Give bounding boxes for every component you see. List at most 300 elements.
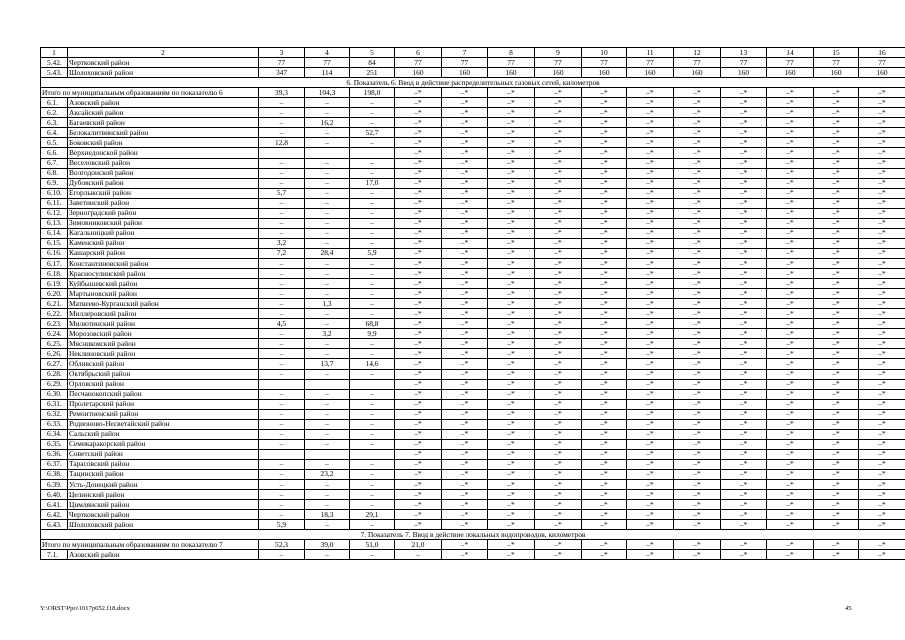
value-cell: 18,3 — [305, 510, 350, 520]
dash-cell: –* — [535, 329, 582, 339]
dash-cell: –* — [814, 379, 859, 389]
dash-cell: –* — [767, 359, 814, 369]
dash-cell: –* — [674, 248, 721, 258]
dash-cell: –* — [814, 309, 859, 319]
dash-cell: –* — [535, 359, 582, 369]
dash-cell: –* — [582, 198, 627, 208]
dash-cell: –* — [859, 329, 905, 339]
dash-cell: –* — [535, 158, 582, 168]
dash-cell: –* — [442, 168, 488, 178]
dash-cell: –* — [582, 289, 627, 299]
value-cell: –* — [627, 550, 674, 560]
district-name: Целинский район — [68, 490, 259, 500]
dash-cell: –* — [814, 349, 859, 359]
dash-cell: –* — [488, 419, 535, 429]
dash-cell: –* — [721, 138, 767, 148]
dash-cell: –* — [488, 309, 535, 319]
dash-cell: –* — [395, 339, 442, 349]
value-cell: – — [350, 550, 395, 560]
dash-cell: –* — [395, 419, 442, 429]
dash-cell: –* — [442, 279, 488, 289]
value-cell: 13,7 — [305, 359, 350, 369]
total-value: 39,0 — [305, 540, 350, 550]
value-cell: – — [350, 258, 395, 268]
dash-cell: –* — [627, 248, 674, 258]
dash-cell: –* — [442, 178, 488, 188]
dash-cell: –* — [767, 490, 814, 500]
dash-cell: –* — [627, 459, 674, 469]
dash-cell: –* — [395, 238, 442, 248]
dash-cell: –* — [442, 98, 488, 108]
dash-cell: –* — [582, 98, 627, 108]
district-name: Семикаракорский район — [68, 439, 259, 449]
dash-cell: –* — [674, 520, 721, 530]
value-cell: – — [305, 98, 350, 108]
data-table — [40, 47, 905, 560]
value-cell: 17,0 — [350, 178, 395, 188]
dash-cell: –* — [767, 198, 814, 208]
dash-cell: –* — [767, 419, 814, 429]
total-value: 198,0 — [350, 88, 395, 98]
dash-cell: –* — [859, 480, 905, 490]
dash-cell: –* — [535, 399, 582, 409]
dash-cell: –* — [582, 459, 627, 469]
dash-cell: –* — [535, 339, 582, 349]
value-cell: 77 — [674, 58, 721, 68]
dash-cell: –* — [535, 299, 582, 309]
dash-cell: –* — [627, 178, 674, 188]
dash-cell: –* — [488, 449, 535, 459]
dash-cell: –* — [767, 339, 814, 349]
value-cell: 77 — [535, 58, 582, 68]
table-row — [41, 389, 905, 399]
table-row — [41, 309, 905, 319]
row-number: 6.8. — [41, 168, 68, 178]
dash-cell: –* — [674, 359, 721, 369]
dash-cell: –* — [627, 188, 674, 198]
table-row — [41, 339, 905, 349]
dash-cell: –* — [674, 238, 721, 248]
dash-cell: –* — [627, 389, 674, 399]
dash-cell: –* — [488, 500, 535, 510]
dash-cell: –* — [582, 480, 627, 490]
row-number: 6.3. — [41, 118, 68, 128]
dash-cell: –* — [674, 138, 721, 148]
section-title: 7. Показатель 7. Ввод в действие локальных водопроводов, километров — [41, 530, 905, 540]
value-cell — [350, 379, 395, 389]
value-cell: – — [259, 218, 305, 228]
dash-cell: –* — [814, 389, 859, 399]
dash-cell: –* — [627, 118, 674, 128]
dash-cell: –* — [814, 319, 859, 329]
value-cell: – — [259, 258, 305, 268]
row-number: 6.42. — [41, 510, 68, 520]
value-cell: – — [305, 349, 350, 359]
row-number: 6.22. — [41, 309, 68, 319]
district-name: Мясниковский район — [68, 339, 259, 349]
dash-cell: –* — [582, 399, 627, 409]
total-value: 104,3 — [305, 88, 350, 98]
dash-cell: –* — [395, 500, 442, 510]
dash-cell: –* — [767, 98, 814, 108]
dash-cell: –* — [442, 419, 488, 429]
dash-cell: –* — [442, 349, 488, 359]
value-cell: – — [305, 198, 350, 208]
value-cell: – — [305, 429, 350, 439]
row-number: 6.32. — [41, 409, 68, 419]
value-cell — [259, 148, 305, 158]
district-name: Милютинский район — [68, 319, 259, 329]
dash-cell: –* — [721, 309, 767, 319]
dash-cell: –* — [535, 218, 582, 228]
dash-cell: –* — [721, 188, 767, 198]
value-cell: – — [350, 279, 395, 289]
value-cell: 347 — [259, 68, 305, 78]
dash-cell: –* — [721, 439, 767, 449]
district-name: Песчанокопский район — [68, 389, 259, 399]
dash-cell: –* — [627, 419, 674, 429]
dash-cell: –* — [859, 409, 905, 419]
column-number: 13 — [721, 48, 767, 58]
dash-cell: –* — [488, 158, 535, 168]
total-value: –* — [814, 540, 859, 550]
value-cell: – — [305, 439, 350, 449]
dash-cell: –* — [582, 490, 627, 500]
dash-cell: –* — [721, 168, 767, 178]
total-value: 52,3 — [259, 540, 305, 550]
table-body — [41, 48, 905, 560]
dash-cell: –* — [582, 379, 627, 389]
dash-cell: –* — [395, 148, 442, 158]
dash-cell: –* — [859, 510, 905, 520]
value-cell: 160 — [442, 68, 488, 78]
dash-cell: –* — [859, 178, 905, 188]
table-row — [41, 349, 905, 359]
dash-cell: –* — [395, 228, 442, 238]
dash-cell: –* — [488, 429, 535, 439]
value-cell: – — [259, 228, 305, 238]
value-cell: –* — [721, 550, 767, 560]
dash-cell: –* — [442, 138, 488, 148]
dash-cell: –* — [582, 168, 627, 178]
district-name: Усть-Донецкий район — [68, 480, 259, 490]
value-cell — [259, 449, 305, 459]
value-cell: –* — [442, 550, 488, 560]
value-cell: – — [259, 108, 305, 118]
dash-cell: –* — [674, 299, 721, 309]
row-number: 5.43. — [41, 68, 68, 78]
column-number: 3 — [259, 48, 305, 58]
row-number: 6.17. — [41, 258, 68, 268]
district-name: Миллеровский район — [68, 309, 259, 319]
dash-cell: –* — [767, 379, 814, 389]
dash-cell: –* — [395, 309, 442, 319]
total-value: –* — [767, 88, 814, 98]
value-cell: – — [259, 299, 305, 309]
dash-cell: –* — [859, 449, 905, 459]
dash-cell: –* — [395, 158, 442, 168]
dash-cell: –* — [627, 218, 674, 228]
dash-cell: –* — [721, 289, 767, 299]
dash-cell: –* — [859, 490, 905, 500]
column-number: 7 — [442, 48, 488, 58]
dash-cell: –* — [535, 349, 582, 359]
row-number: 6.35. — [41, 439, 68, 449]
district-name: Кагальницкий район — [68, 228, 259, 238]
dash-cell: –* — [488, 319, 535, 329]
dash-cell: –* — [442, 459, 488, 469]
dash-cell: –* — [859, 520, 905, 530]
dash-cell: –* — [674, 419, 721, 429]
value-cell: – — [350, 98, 395, 108]
dash-cell: –* — [767, 319, 814, 329]
dash-cell: –* — [859, 369, 905, 379]
value-cell: 77 — [721, 58, 767, 68]
table-row — [41, 369, 905, 379]
dash-cell: –* — [488, 238, 535, 248]
district-name: Матвеево-Курганский район — [68, 299, 259, 309]
table-row — [41, 289, 905, 299]
column-number: 2 — [68, 48, 259, 58]
value-cell: 7,2 — [259, 248, 305, 258]
dash-cell: –* — [674, 309, 721, 319]
row-number: 6.23. — [41, 319, 68, 329]
dash-cell: –* — [582, 419, 627, 429]
table-row — [41, 399, 905, 409]
dash-cell: –* — [395, 289, 442, 299]
dash-cell: –* — [488, 228, 535, 238]
total-value: –* — [535, 540, 582, 550]
dash-cell: –* — [535, 419, 582, 429]
table-row — [41, 98, 905, 108]
dash-cell: –* — [535, 228, 582, 238]
row-number: 6.2. — [41, 108, 68, 118]
dash-cell: –* — [674, 339, 721, 349]
dash-cell: –* — [627, 319, 674, 329]
value-cell: 160 — [721, 68, 767, 78]
dash-cell: –* — [814, 510, 859, 520]
dash-cell: –* — [767, 188, 814, 198]
dash-cell: –* — [721, 449, 767, 459]
dash-cell: –* — [535, 429, 582, 439]
dash-cell: –* — [674, 148, 721, 158]
dash-cell: –* — [721, 228, 767, 238]
dash-cell: –* — [535, 389, 582, 399]
dash-cell: –* — [582, 510, 627, 520]
district-name: Волгодонской район — [68, 168, 259, 178]
dash-cell: –* — [395, 198, 442, 208]
table-row — [41, 550, 905, 560]
value-cell: 160 — [535, 68, 582, 78]
district-name: Белокалитвинский район — [68, 128, 259, 138]
value-cell: 77 — [488, 58, 535, 68]
section-total-label: Итого по муниципальным образованиям по показателю 7 — [41, 540, 259, 550]
value-cell: 77 — [859, 58, 905, 68]
value-cell: 77 — [767, 58, 814, 68]
dash-cell: –* — [442, 258, 488, 268]
dash-cell: –* — [488, 369, 535, 379]
dash-cell: –* — [721, 218, 767, 228]
row-number: 6.34. — [41, 429, 68, 439]
dash-cell: –* — [488, 299, 535, 309]
dash-cell: –* — [535, 178, 582, 188]
dash-cell: –* — [674, 319, 721, 329]
row-number: 6.36. — [41, 449, 68, 459]
table-row — [41, 520, 905, 530]
dash-cell: –* — [395, 329, 442, 339]
district-name: Заветинский район — [68, 198, 259, 208]
value-cell: – — [350, 409, 395, 419]
district-name: Цимлянский район — [68, 500, 259, 510]
dash-cell: –* — [721, 490, 767, 500]
dash-cell: –* — [721, 429, 767, 439]
dash-cell: –* — [395, 258, 442, 268]
dash-cell: –* — [814, 329, 859, 339]
district-name: Красносулинский район — [68, 269, 259, 279]
dash-cell: –* — [814, 198, 859, 208]
dash-cell: –* — [395, 439, 442, 449]
dash-cell: –* — [395, 248, 442, 258]
value-cell: – — [259, 339, 305, 349]
dash-cell: –* — [721, 389, 767, 399]
value-cell: –* — [488, 550, 535, 560]
dash-cell: –* — [767, 520, 814, 530]
dash-cell: –* — [814, 339, 859, 349]
dash-cell: –* — [488, 349, 535, 359]
dash-cell: –* — [859, 309, 905, 319]
row-number: 6.25. — [41, 339, 68, 349]
total-value: –* — [535, 88, 582, 98]
dash-cell: –* — [859, 469, 905, 479]
dash-cell: –* — [535, 188, 582, 198]
row-number: 6.9. — [41, 178, 68, 188]
value-cell: – — [305, 369, 350, 379]
dash-cell: –* — [627, 449, 674, 459]
dash-cell: –* — [767, 269, 814, 279]
table-row — [41, 68, 905, 78]
dash-cell: –* — [442, 379, 488, 389]
value-cell: 3,2 — [305, 329, 350, 339]
dash-cell: –* — [814, 500, 859, 510]
value-cell: – — [305, 389, 350, 399]
value-cell: 160 — [814, 68, 859, 78]
total-value: –* — [582, 540, 627, 550]
district-name: Тарасовский район — [68, 459, 259, 469]
dash-cell: –* — [582, 128, 627, 138]
dash-cell: –* — [767, 218, 814, 228]
table-row — [41, 138, 905, 148]
dash-cell: –* — [814, 459, 859, 469]
dash-cell: –* — [627, 510, 674, 520]
dash-cell: –* — [535, 128, 582, 138]
dash-cell: –* — [442, 329, 488, 339]
value-cell: – — [350, 269, 395, 279]
dash-cell: –* — [535, 510, 582, 520]
dash-cell: –* — [627, 369, 674, 379]
value-cell: – — [305, 319, 350, 329]
dash-cell: –* — [582, 369, 627, 379]
footer-file-path: Y:\ORST\Ppo\1017p652.f18.docx — [40, 605, 130, 612]
row-number: 6.38. — [41, 469, 68, 479]
table-row — [41, 188, 905, 198]
section-title-row — [41, 530, 905, 540]
dash-cell: –* — [767, 158, 814, 168]
value-cell — [259, 379, 305, 389]
value-cell: 160 — [395, 68, 442, 78]
row-number: 6.40. — [41, 490, 68, 500]
dash-cell: –* — [535, 248, 582, 258]
dash-cell: –* — [721, 158, 767, 168]
value-cell: 160 — [627, 68, 674, 78]
dash-cell: –* — [721, 279, 767, 289]
dash-cell: –* — [767, 409, 814, 419]
dash-cell: –* — [814, 289, 859, 299]
value-cell: – — [259, 500, 305, 510]
dash-cell: –* — [535, 289, 582, 299]
row-number: 6.37. — [41, 459, 68, 469]
row-number: 6.5. — [41, 138, 68, 148]
dash-cell: –* — [859, 379, 905, 389]
dash-cell: –* — [814, 98, 859, 108]
dash-cell: –* — [442, 319, 488, 329]
value-cell: 77 — [395, 58, 442, 68]
row-number: 7.1. — [41, 550, 68, 560]
value-cell: – — [259, 359, 305, 369]
dash-cell: –* — [627, 309, 674, 319]
value-cell: 14,6 — [350, 359, 395, 369]
district-name: Каменский район — [68, 238, 259, 248]
dash-cell: –* — [582, 349, 627, 359]
dash-cell: –* — [582, 409, 627, 419]
value-cell: – — [259, 459, 305, 469]
dash-cell: –* — [767, 439, 814, 449]
dash-cell: –* — [582, 158, 627, 168]
total-value: –* — [674, 540, 721, 550]
value-cell: – — [350, 299, 395, 309]
row-number: 5.42. — [41, 58, 68, 68]
total-value: 51,0 — [350, 540, 395, 550]
value-cell: – — [259, 178, 305, 188]
value-cell — [350, 449, 395, 459]
total-value: –* — [627, 88, 674, 98]
dash-cell: –* — [535, 269, 582, 279]
dash-cell: –* — [721, 269, 767, 279]
dash-cell: –* — [535, 148, 582, 158]
dash-cell: –* — [395, 279, 442, 289]
dash-cell: –* — [814, 128, 859, 138]
value-cell: – — [259, 208, 305, 218]
dash-cell: –* — [582, 429, 627, 439]
value-cell: – — [350, 208, 395, 218]
column-number: 10 — [582, 48, 627, 58]
dash-cell: –* — [535, 469, 582, 479]
value-cell: 5,7 — [259, 188, 305, 198]
value-cell: 114 — [305, 68, 350, 78]
value-cell: 23,2 — [305, 469, 350, 479]
district-name: Егорлыкский район — [68, 188, 259, 198]
dash-cell: –* — [535, 520, 582, 530]
dash-cell: –* — [674, 480, 721, 490]
value-cell: – — [350, 238, 395, 248]
dash-cell: –* — [767, 469, 814, 479]
dash-cell: –* — [859, 299, 905, 309]
dash-cell: –* — [859, 228, 905, 238]
value-cell: – — [350, 490, 395, 500]
dash-cell: –* — [442, 188, 488, 198]
dash-cell: –* — [488, 359, 535, 369]
total-value: –* — [721, 88, 767, 98]
dash-cell: –* — [488, 409, 535, 419]
